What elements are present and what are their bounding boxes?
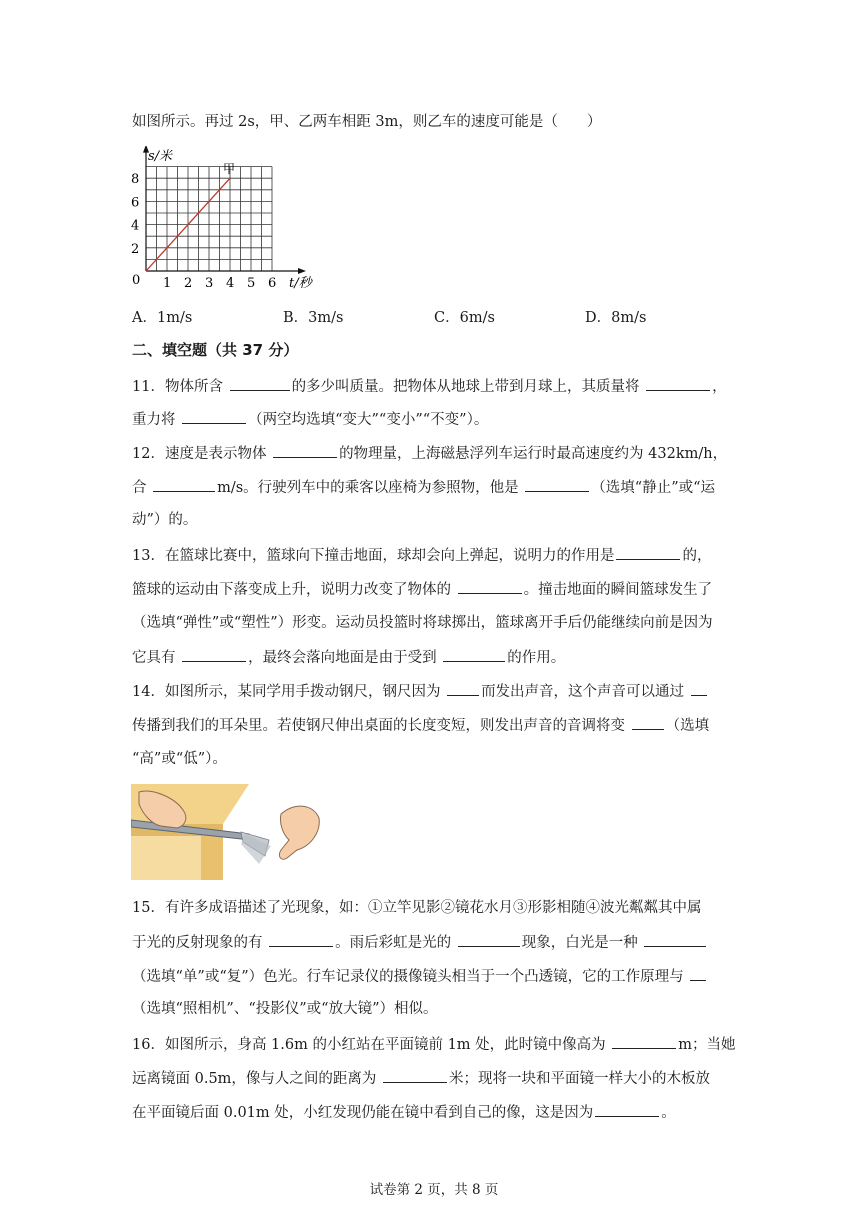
option-c: C．6m/s (434, 310, 495, 326)
answer-blank[interactable] (443, 647, 505, 662)
answer-blank[interactable] (383, 1068, 447, 1083)
x-axis-label: t/秒 (289, 276, 312, 291)
answer-blank[interactable] (153, 477, 215, 492)
x-tick-label: 3 (205, 276, 214, 291)
answer-blank[interactable] (269, 932, 333, 947)
answer-blank[interactable] (447, 681, 479, 696)
answer-blank[interactable] (182, 409, 246, 424)
y-axis-label: s/米 (148, 149, 173, 164)
desk-leg (201, 836, 223, 880)
q11-line2: 重力将 （两空均选填“变大”“变小”“不变”）。 (132, 409, 488, 430)
origin-label: 0 (132, 273, 141, 288)
graph-axes (131, 146, 306, 291)
x-axis-arrow (298, 268, 306, 274)
desk-side (131, 836, 201, 880)
y-tick-label: 8 (131, 172, 140, 188)
q13-line4: 它具有 ，最终会落向地面是由于受到 的作用。 (132, 647, 565, 668)
q15-line3: （选填“单”或“复”）色光。行车记录仪的摄像镜头相当于一个凸透镜，它的工作原理与 (132, 966, 708, 987)
answer-blank[interactable] (458, 932, 520, 947)
q13-line3: （选填“弹性”或“塑性”）形变。运动员投篮时将球掷出，篮球离开手后仍能继续向前是因为 (132, 615, 713, 631)
x-tick-label: 6 (268, 276, 277, 291)
answer-blank[interactable] (182, 647, 246, 662)
q15-line2: 于光的反射现象的有 。雨后彩虹是光的 现象，白光是一种 (132, 932, 708, 953)
x-tick-label: 4 (226, 276, 235, 291)
y-tick-label: 2 (131, 241, 140, 257)
q16-line2: 远离镜面 0.5m，像与人之间的距离为 米；现将一块和平面镜一样大小的木板放 (132, 1068, 710, 1089)
x-tick-label: 2 (184, 276, 193, 291)
answer-blank[interactable] (616, 545, 680, 560)
answer-blank[interactable] (646, 376, 710, 391)
answer-blank[interactable] (458, 579, 522, 594)
answer-blank[interactable] (691, 681, 707, 696)
option-b: B．3m/s (283, 310, 344, 326)
answer-blank[interactable] (273, 443, 337, 458)
graph-grid (146, 167, 272, 271)
q14-line2: 传播到我们的耳朵里。若使钢尺伸出桌面的长度变短，则发出声音的音调将变 （选填 (132, 715, 709, 736)
q15-line4: （选填“照相机”、“投影仪”或“放大镜”）相似。 (132, 1001, 438, 1017)
answer-blank[interactable] (690, 966, 706, 981)
x-tick-label: 1 (163, 276, 172, 291)
answer-blank[interactable] (595, 1102, 659, 1117)
option-d: D．8m/s (585, 310, 647, 326)
ruler-desk-illustration (131, 784, 321, 880)
page-footer: 试卷第 2 页，共 8 页 (369, 1182, 499, 1198)
st-graph (128, 146, 318, 294)
answer-blank[interactable] (644, 932, 706, 947)
q13-line2: 篮球的运动由下落变成上升，说明力改变了物体的 。撞击地面的瞬间篮球发生了 (132, 579, 712, 600)
section-title: 二、填空题（共 37 分） (132, 341, 299, 359)
answer-blank[interactable] (612, 1034, 676, 1049)
question-text: 如图所示。再过 2s，甲、乙两车相距 3m，则乙车的速度可能是（ ） (132, 114, 602, 130)
x-tick-label: 5 (247, 276, 256, 291)
q15-line1: 15．有许多成语描述了光现象，如：①立竿见影②镜花水月③形影相随④波光粼粼其中属 (132, 900, 702, 916)
q12-line3: 动”）的。 (132, 512, 198, 528)
q16-line1: 16．如图所示，身高 1.6m 的小红站在平面镜前 1m 处，此时镜中像高为 m；当她 (132, 1034, 736, 1055)
series-label-jia: 甲 (223, 162, 236, 176)
q16-line3: 在平面镜后面 0.01m 处，小红发现仍能在镜中看到自己的像，这是因为 。 (132, 1102, 676, 1123)
q14-line1: 14．如图所示，某同学用手拨动钢尺，钢尺因为 而发出声音，这个声音可以通过 (132, 681, 709, 702)
q12-line2: 合 m/s。行驶列车中的乘客以座椅为参照物，他是 （选填“静止”或“运 (132, 477, 715, 498)
answer-blank[interactable] (525, 477, 589, 492)
y-tick-label: 6 (131, 195, 140, 211)
q14-line3: “高”或“低”）。 (132, 751, 227, 767)
q13-line1: 13．在篮球比赛中，篮球向下撞击地面，球却会向上弹起，说明力的作用是 的， (132, 545, 711, 566)
answer-blank[interactable] (632, 715, 664, 730)
y-tick-label: 4 (131, 218, 140, 234)
answer-blank[interactable] (230, 376, 290, 391)
option-a: A．1m/s (132, 310, 193, 326)
q12-line1: 12．速度是表示物体 的物理量，上海磁悬浮列车运行时最高速度约为 432km/h， (132, 443, 727, 464)
q11-line1: 11．物体所含 的多少叫质量。把物体从地球上带到月球上，其质量将 ， (132, 376, 727, 397)
